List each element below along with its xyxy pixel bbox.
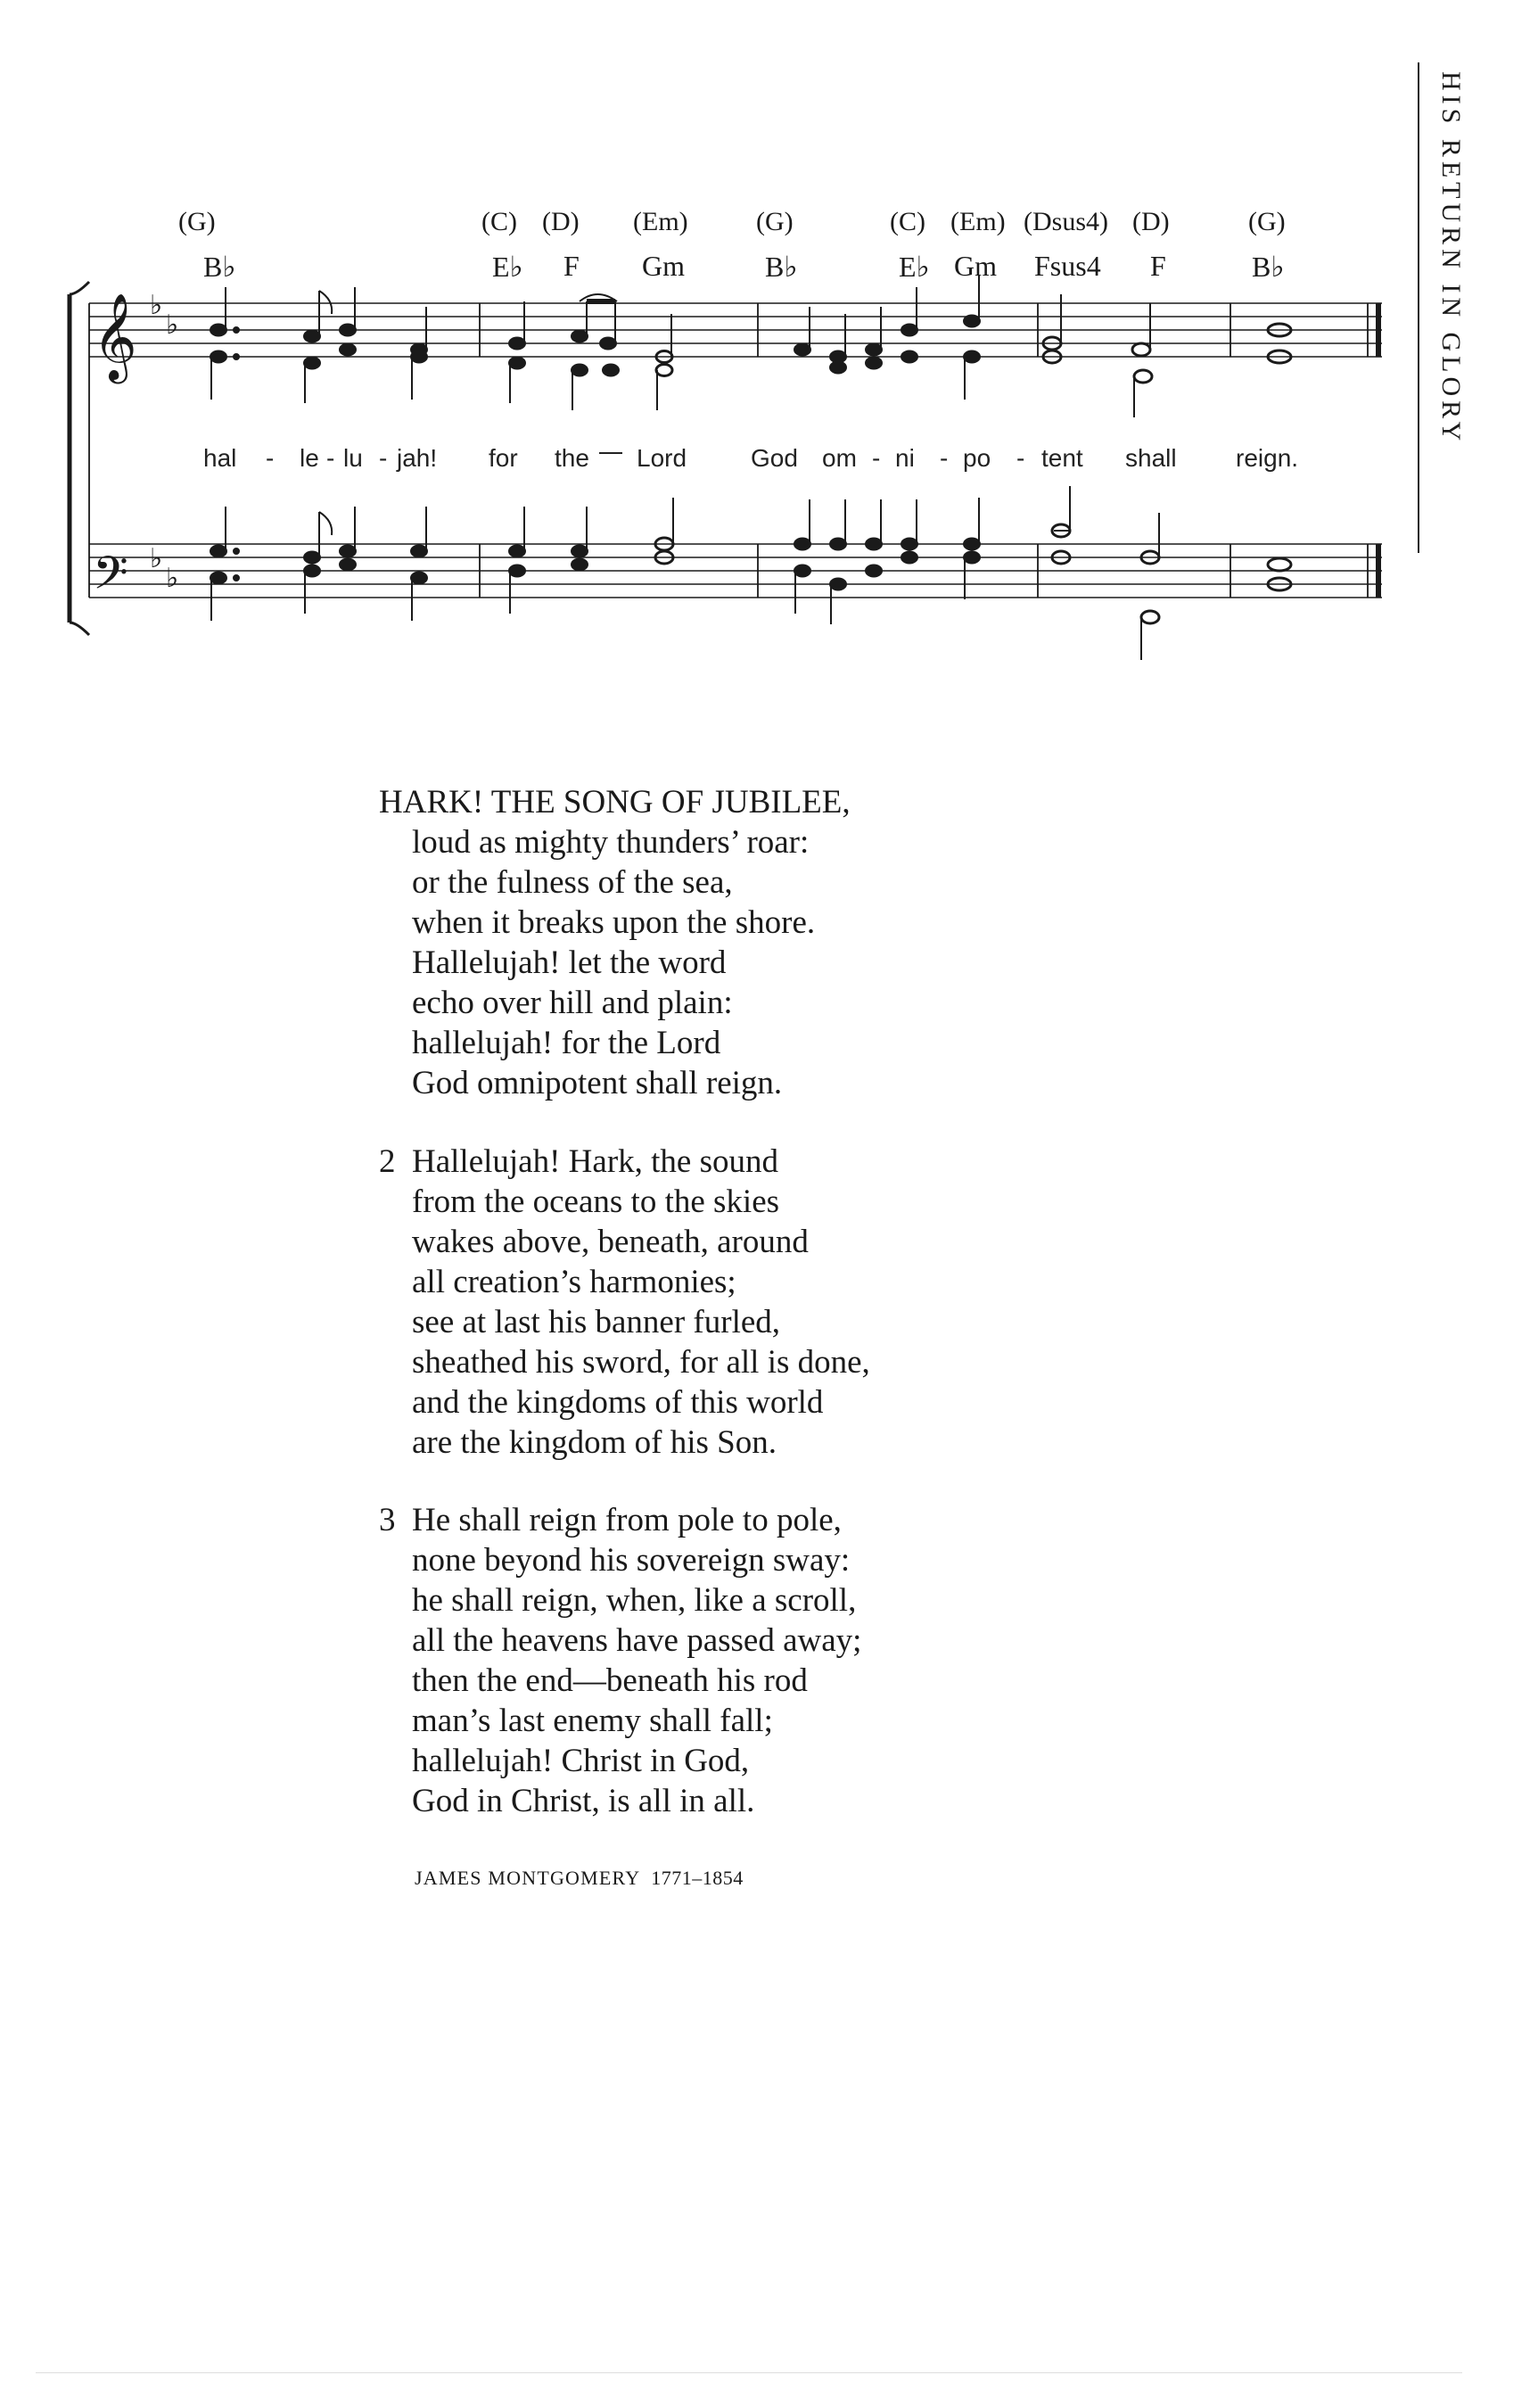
concert-chord: F	[1150, 250, 1166, 282]
bracket-top	[70, 282, 89, 294]
lyric-syllable: Lord	[637, 444, 687, 472]
capo-chord: (G)	[756, 207, 794, 236]
score-svg	[53, 268, 1409, 678]
verse-1-line: HARK! THE SONG OF JUBILEE,	[379, 784, 851, 821]
verse-3-line: he shall reign, when, like a scroll,	[412, 1582, 857, 1619]
verse-number: 3	[379, 1502, 396, 1538]
capo-chord: (G)	[1248, 207, 1286, 236]
verse-3-line: all the heavens have passed away;	[412, 1622, 862, 1659]
lyric-syllable: le	[300, 444, 319, 472]
lyric-syllable: lu	[343, 444, 363, 472]
verse-1-line: loud as mighty thunders’ roar:	[412, 824, 810, 861]
lyric-syllable: for	[489, 444, 518, 472]
capo-chord: (Em)	[633, 207, 688, 236]
concert-chord: Gm	[954, 250, 997, 282]
flat-sign: ♭	[166, 309, 179, 341]
verse-1-line: when it breaks upon the shore.	[412, 904, 816, 941]
verse-2-line: from the oceans to the skies	[412, 1183, 780, 1220]
verse-2-line: and the kingdoms of this world	[412, 1384, 824, 1421]
verse-3-line: man’s last enemy shall fall;	[412, 1703, 773, 1739]
concert-chord: Fsus4	[1034, 250, 1101, 282]
lyric-syllable: jah!	[397, 444, 438, 472]
verse-3-line: then the end—beneath his rod	[412, 1662, 808, 1699]
section-title: HIS RETURN IN GLORY	[1436, 71, 1466, 446]
concert-chord: F	[563, 250, 580, 282]
lyric-hyphen: -	[379, 444, 388, 472]
concert-chord: E♭	[899, 251, 930, 283]
concert-chord: Gm	[642, 250, 685, 282]
bass-clef: 𝄢	[93, 546, 128, 611]
verse-2-line: wakes above, beneath, around	[412, 1224, 809, 1260]
flat-sign: ♭	[166, 563, 179, 594]
verse-1-line: hallelujah! for the Lord	[412, 1025, 721, 1061]
lyric-hyphen: -	[940, 444, 949, 472]
lyric-syllable: tent	[1041, 444, 1083, 472]
concert-chord: E♭	[492, 251, 523, 283]
verse-number: 2	[379, 1143, 396, 1180]
bass-staff	[89, 544, 1382, 598]
verse-3-line: none beyond his sovereign sway:	[412, 1542, 851, 1579]
verse-1-line: God omnipotent shall reign.	[412, 1065, 783, 1101]
verse-1-line: Hallelujah! let the word	[412, 944, 727, 981]
lyric-hyphen: -	[872, 444, 881, 472]
lyric-extender	[599, 452, 622, 454]
lyric-syllable: po	[963, 444, 991, 472]
lyric-syllable: reign.	[1236, 444, 1299, 472]
page-edge	[36, 2372, 1462, 2373]
capo-chord: (Dsus4)	[1024, 207, 1108, 236]
concert-chord: B♭	[203, 251, 236, 283]
author-credit	[415, 1867, 744, 1890]
verse-2-line: all creation’s harmonies;	[412, 1264, 736, 1300]
author-dates: 1771–1854	[651, 1867, 744, 1889]
capo-chord: (Em)	[950, 207, 1006, 236]
treble-staff	[89, 303, 1382, 357]
verse-2-line: Hallelujah! Hark, the sound	[412, 1143, 778, 1180]
bracket-bottom	[70, 623, 89, 635]
verse-1-line: echo over hill and plain:	[412, 985, 733, 1021]
running-header	[1418, 62, 1482, 553]
capo-chord: (C)	[890, 207, 925, 236]
treble-notes	[210, 275, 1291, 417]
verse-3-line: He shall reign from pole to pole,	[412, 1502, 842, 1538]
capo-chord: (D)	[1132, 207, 1170, 236]
lyric-syllable: ni	[895, 444, 915, 472]
verse-2-line: are the kingdom of his Son.	[412, 1424, 777, 1461]
lyric-hyphen: -	[1016, 444, 1025, 472]
treble-clef: 𝄞	[93, 293, 137, 380]
concert-chord: B♭	[1252, 251, 1285, 283]
flat-sign: ♭	[150, 543, 163, 574]
capo-chord: (C)	[481, 207, 517, 236]
capo-chord: (G)	[178, 207, 216, 236]
flat-sign: ♭	[150, 290, 163, 321]
bass-notes	[210, 486, 1291, 660]
lyric-syllable: God	[751, 444, 798, 472]
lyric-syllable: the	[555, 444, 589, 472]
author-name: JAMES MONTGOMERY	[415, 1867, 641, 1889]
music-score	[53, 268, 1409, 678]
verse-3-line: hallelujah! Christ in God,	[412, 1743, 750, 1779]
lyric-syllable: hal	[203, 444, 237, 472]
lyric-syllable: shall	[1125, 444, 1177, 472]
verse-3-line: God in Christ, is all in all.	[412, 1783, 755, 1819]
lyric-hyphen: -	[266, 444, 275, 472]
verse-2-line: see at last his banner furled,	[412, 1304, 781, 1340]
capo-chord: (D)	[542, 207, 580, 236]
verse-1-line: or the fulness of the sea,	[412, 864, 733, 901]
concert-chord: B♭	[765, 251, 798, 283]
verse-2-line: sheathed his sword, for all is done,	[412, 1344, 870, 1381]
lyric-hyphen: -	[326, 444, 335, 472]
lyric-syllable: om	[822, 444, 857, 472]
